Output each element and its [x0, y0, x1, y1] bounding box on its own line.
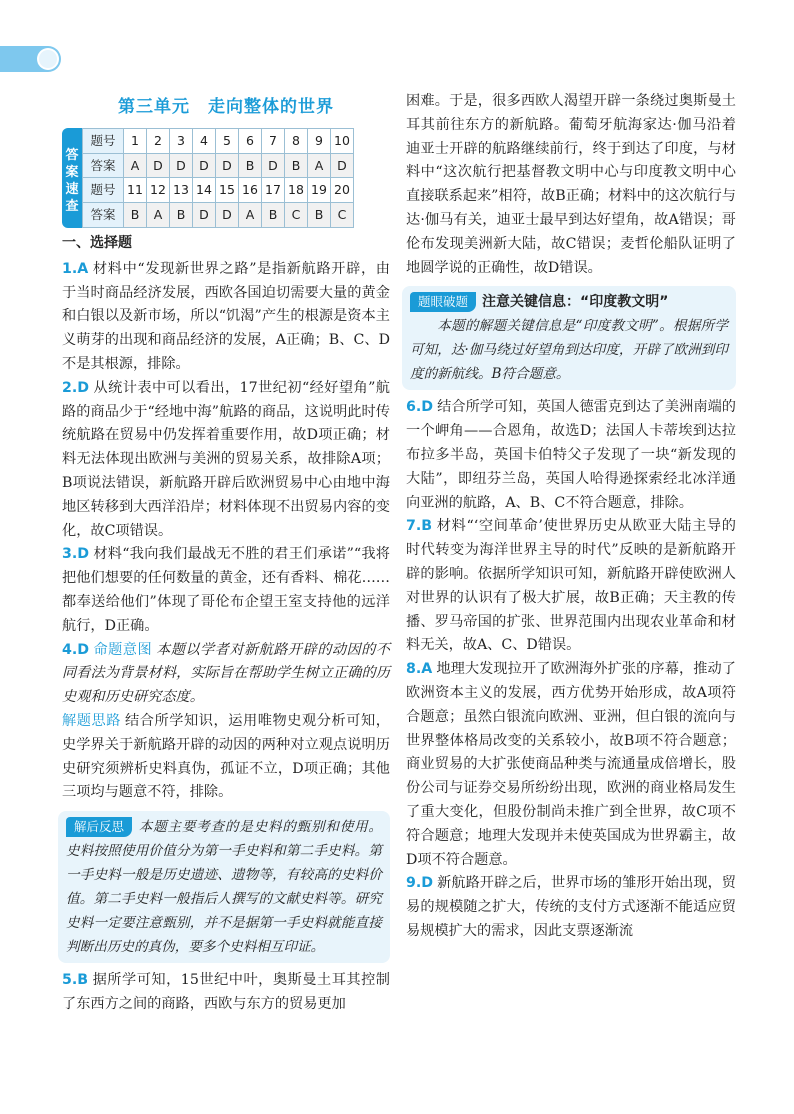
question-number: 6.D [406, 399, 434, 416]
question-5-continued: 困难。于是，很多西欧人渴望开辟一条绕过奥斯曼土耳其前往东方的新航路。葡萄牙航海家达·伽马沿着迪亚士开辟的航路继续前行，终于到达了印度，与材料中“这次航行把基督教文明中心与印度教文明中心直接联系起来”相符，故B正确；材料中的这次航行与达·伽马有关，迪亚士最早到达好望角，故A错误；哥伦布发现美洲新大陆，故C错误；麦哲伦船队证明了地圆学说的正确性，故D错误。 [406, 93, 736, 276]
answer-quick-check-tag: 答 案 速 查 [62, 128, 82, 228]
table-row: 答案 A D D D D B D B A D [83, 153, 354, 178]
question-4 [62, 639, 390, 710]
question-number: 9.D [406, 875, 434, 892]
reflection-text: 本题主要考查的是史料的甄别和使用。史料按照使用价值分为第一手史料和第二手史料。第一手史料一般是历史遗迹、遗物等，有较高的史料价值。第二手史料一般指后人撰写的文献史料等。研究史料一定要注意甄别，并不是据第一手史料就能直接判断出历史的真伪，要多个史料相互印证。 [66, 819, 382, 956]
question-number: 3.D [62, 546, 90, 563]
question-number: 7.B [406, 518, 433, 535]
question-text: 本题以学者对新航路开辟的动因的不同看法为背景材料，实际旨在帮助学生树立正确的历史观和历史研究态度。 [62, 641, 390, 706]
answer-quick-check [62, 128, 390, 228]
question-9 [406, 872, 736, 943]
unit-title: 走向整体的世界 [208, 97, 334, 117]
question-text: 材料中“发现新世界之路”是指新航路开辟，由于当时商品经济发展，西欧各国迫切需要大量的黄金和白银以及新市场，所以“饥渴”产生的根源是资本主义萌芽的出现和商品经济的发展，A正确；B、C、D不是其根源，排除。 [62, 260, 390, 372]
question-3 [62, 543, 390, 638]
question-number: 1.A [62, 260, 89, 277]
answer-table [82, 128, 354, 228]
question-number: 8.A [406, 661, 433, 678]
question-1 [62, 258, 390, 377]
question-number: 4.D [62, 641, 90, 658]
question-7 [406, 515, 736, 658]
question-number: 2.D [62, 379, 90, 396]
question-2 [62, 377, 390, 544]
question-text: 结合所学知识，运用唯物史观分析可知，史学界关于新航路开辟的动因的两种对立观点说明历史研究须辨析史料真伪，孤证不立，D项正确；其他三项均与题意不符，排除。 [62, 712, 390, 801]
header-tab-decoration [0, 44, 62, 74]
key-info-badge: 题眼破题 [410, 292, 476, 312]
question-text: 地理大发现拉开了欧洲海外扩张的序幕，推动了欧洲资本主义的发展，西方优势开始形成，故A项符合题意；虽然白银流向欧洲、亚洲，但白银的流向与世界整体格局改变的关系较小，故B项不符合题意；商业贸易的大扩张使商品种类与流通量成倍增长，股份公司与证券交易所纷纷出现，欧洲的商业格局发生了重大变化，但股份制尚未推广到全世界，故C项不符合题意；地理大发现并未使英国成为世界霸主，故D项不符合题意。 [406, 661, 736, 868]
key-info-box [402, 286, 736, 390]
question-number: 5.B [62, 972, 89, 989]
page-title [62, 96, 390, 120]
table-row: 题号 11 12 13 14 15 16 17 18 19 20 [83, 178, 354, 203]
solution-approach-label: 解题思路 [62, 712, 122, 729]
question-text: 材料“我向我们最战无不胜的君王们承诺”“我将把他们想要的任何数量的黄金，还有香料、棉花……都奉送给他们”体现了哥伦布企望王室支持他的远洋航行，D正确。 [62, 546, 390, 634]
left-column [62, 88, 390, 1017]
question-4-approach [62, 710, 390, 805]
question-text: 结合所学可知，英国人德雷克到达了美洲南端的一个岬角——合恩角，故选D；法国人卡蒂埃到达拉布拉多半岛，英国卡伯特父子发现了一块“新发现的大陆”，即纽芬兰岛，英国人哈得逊探索经北冰洋通向亚洲的航路，A、B、C不符合题意，排除。 [406, 399, 736, 511]
question-8 [406, 658, 736, 872]
right-column [406, 90, 736, 944]
question-text: 从统计表中可以看出，17世纪初“经好望角”航路的商品少于“经地中海”航路的商品，这说明此时传统航路在贸易中仍发挥着重要作用，故D项正确；材料无法体现出欧洲与美洲的贸易关系，故排除A项；B项说法错误，新航路开辟后欧洲贸易中心由地中海地区转移到大西洋沿岸；材料体现不出贸易内容的变化，故C项错误。 [62, 379, 390, 539]
question-5 [62, 969, 390, 1017]
question-text: 新航路开辟之后，世界市场的雏形开始出现，贸易的规模随之扩大，传统的支付方式逐渐不能适应贸易规模扩大的需求，因此支票逐渐流 [406, 875, 736, 939]
table-row: 题号 1 2 3 4 5 6 7 8 9 10 [83, 128, 354, 153]
question-text: 材料“‘空间革命’使世界历史从欧亚大陆主导的时代转变为海洋世界主导的时代”反映的是新航路开辟的影响。依据所学知识可知，新航路开辟使欧洲人对世界的认识有了极大扩展，故B正确；天主教的传播、罗马帝国的扩张、世界范围内出现农业革命和材料无关，故A、C、D错误。 [406, 518, 736, 654]
question-text: 据所学可知，15世纪中叶，奥斯曼土耳其控制了东西方之间的商路，西欧与东方的贸易更加 [62, 972, 390, 1012]
proposition-intent-label: 命题意图 [93, 641, 153, 658]
unit-label: 第三单元 [118, 97, 190, 117]
key-info-text: 本题的解题关键信息是“印度教文明”。根据所学可知，达·伽马绕过好望角到达印度，开辟了欧洲到印度的新航线。B符合题意。 [410, 318, 728, 383]
reflection-box [58, 811, 390, 963]
reflection-badge: 解后反思 [66, 817, 132, 837]
key-info-heading: 注意关键信息：“印度教文明” [482, 294, 669, 311]
section-heading: 一、选择题 [62, 234, 132, 251]
table-row: 答案 B A B D D A B C B C [83, 203, 354, 228]
question-6 [406, 396, 736, 515]
